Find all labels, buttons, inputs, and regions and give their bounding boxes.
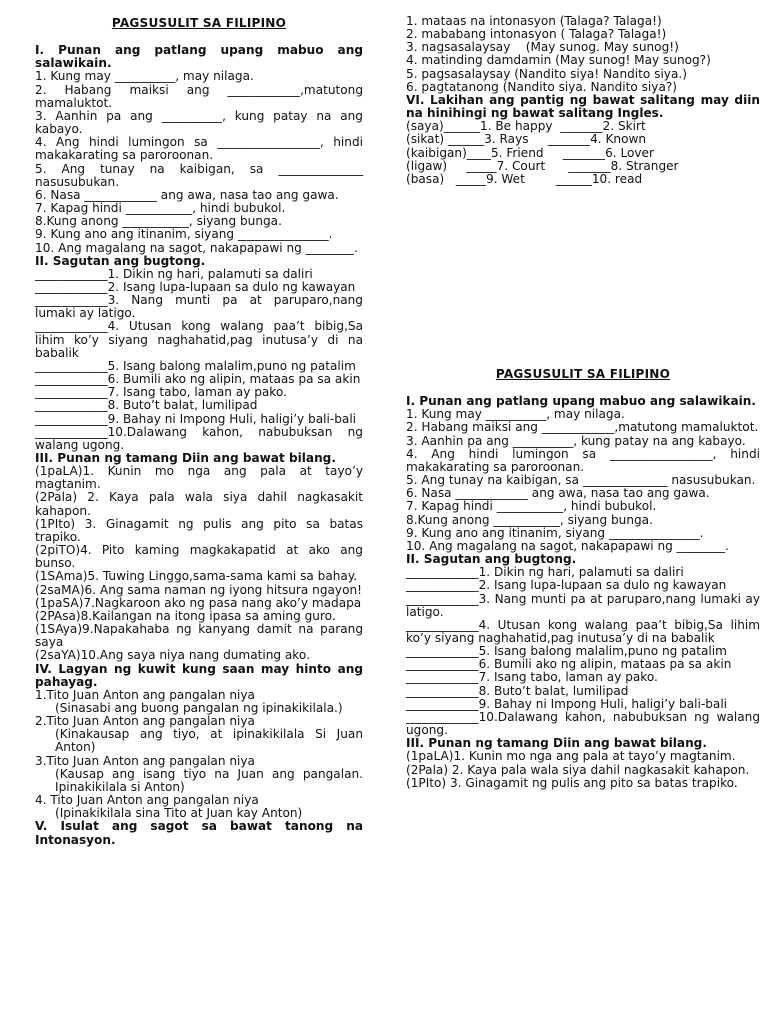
proverb-item: 1. Kung may __________, may nilaga.	[406, 407, 625, 422]
riddle-item: ____________4. Utusan kong walang paa’t bibig,Sa lihim ko’y siyang naghahatid,pag inutusa’y di na babalik	[406, 617, 764, 645]
section-4-heading: IV. Lagyan ng kuwit kung saan may hinto ang pahayag.	[35, 661, 363, 689]
stress-item: (1PIto) 3. Ginagamit ng pulis ang pito sa batas trapiko.	[406, 775, 738, 790]
riddle-item: ____________5. Isang balong malalim,puno ng patalim	[35, 358, 356, 373]
stress-item: (1SAma)5. Tuwing Linggo,sama-sama kami sa bahay.	[35, 569, 358, 584]
proverb-item: 2. Habang maiksi ang ____________,matutong mamaluktot.	[35, 82, 367, 110]
riddle-item: ____________6. Bumili ako ng alipin, mataas pa sa akin	[35, 372, 361, 387]
comma-item-note: (Kinakausap ang tiyo, at ipinakikilala Si Juan Anton)	[55, 727, 367, 755]
riddle-item: ____________8. Buto’t balat, lumilipad	[406, 683, 629, 698]
intonation-item: 3. nagsasalaysay (May sunog. May sunog!)	[406, 40, 679, 55]
riddle-item: ____________4. Utusan kong walang paa’t bibig,Sa lihim ko’y siyang naghahatid,pag inutusa’y di na babalik	[35, 319, 367, 360]
section-2-heading: II. Sagutan ang bugtong.	[35, 253, 206, 268]
proverb-item: 5. Ang tunay na kaibigan, sa ______________ nasusubukan.	[35, 161, 367, 189]
riddle-item: ____________8. Buto’t balat, lumilipad	[35, 398, 258, 413]
comma-item-note: (Kausap ang isang tiyo na Juan ang pangalan. Ipinakikilala si Anton)	[55, 766, 367, 794]
proverb-item: 9. Kung ano ang itinanim, siyang _______________.	[35, 227, 333, 242]
riddle-item: ____________6. Bumili ako ng alipin, mataas pa sa akin	[406, 657, 732, 672]
comma-item-note: (Sinasabi ang buong pangalan ng ipinakikilala.)	[55, 700, 343, 715]
section-3-heading-copy: III. Punan ng tamang Diin ang bawat bilang.	[406, 736, 707, 751]
exam-title-copy: PAGSUSULIT SA FILIPINO	[495, 367, 671, 381]
proverb-item: 3. Aanhin pa ang __________, kung patay na ang kabayo.	[406, 433, 746, 448]
riddle-item: ____________9. Bahay ni Impong Huli, haligi’y bali-bali	[35, 411, 357, 426]
comma-item-note: (Ipinakikilala sina Tito at Juan kay Anton)	[55, 806, 303, 821]
right-column-top	[406, 15, 760, 186]
right-column-bottom	[406, 366, 764, 790]
section-2-heading-copy: II. Sagutan ang bugtong.	[406, 552, 577, 567]
proverb-item: 7. Kapag hindi ___________, hindi bubukol.	[406, 499, 657, 514]
riddle-item: ____________3. Nang munti pa at paruparo,nang lumaki ay latigo.	[35, 293, 367, 321]
comma-item: 4. Tito Juan Anton ang pangalan niya	[35, 793, 259, 808]
syllable-line: (kaibigan)____5. Friend _______6. Lover	[406, 145, 654, 160]
proverb-item: 4. Ang hindi lumingon sa _________________, hindi makakarating sa paroroonan.	[35, 135, 367, 163]
syllable-line: (sikat) ______3. Rays _______4. Known	[406, 132, 647, 147]
proverb-item: 6. Nasa ____________ ang awa, nasa tao ang gawa.	[406, 486, 710, 501]
syllable-line: (ligaw) _____7. Court _______8. Stranger	[406, 158, 679, 173]
proverb-item: 4. Ang hindi lumingon sa _________________, hindi makakarating sa paroroonan.	[406, 446, 764, 474]
stress-item: (1PIto) 3. Ginagamit ng pulis ang pito sa batas trapiko.	[35, 516, 367, 544]
riddle-item: ____________2. Isang lupa-lupaan sa dulo ng kawayan	[406, 578, 727, 593]
riddle-item: ____________3. Nang munti pa at paruparo,nang lumaki ay latigo.	[406, 591, 764, 619]
comma-item: 1.Tito Juan Anton ang pangalan niya	[35, 687, 255, 702]
proverb-item: 8.Kung anong ___________, siyang bunga.	[406, 512, 653, 527]
proverb-item: 6. Nasa ____________ ang awa, nasa tao ang gawa.	[35, 187, 339, 202]
proverb-item: 2. Habang maiksi ang ____________,matutong mamaluktot.	[406, 420, 759, 435]
intonation-item: 6. pagtatanong (Nandito siya. Nandito siya?)	[406, 79, 677, 94]
riddle-item: ____________9. Bahay ni Impong Huli, haligi’y bali-bali	[406, 696, 728, 711]
section-5-heading: V. Isulat ang sagot sa bawat tanong na Intonasyon.	[35, 819, 363, 847]
intonation-item: 4. matinding damdamin (May sunog! May sunog?)	[406, 53, 711, 68]
left-column	[35, 15, 367, 847]
intonation-item: 5. pagsasalaysay (Nandito siya! Nandito siya.)	[406, 66, 687, 81]
stress-item: (2saMA)6. Ang sama naman ng iyong hitsura ngayon!	[35, 582, 362, 597]
section-3-heading: III. Punan ng tamang Diin ang bawat bilang.	[35, 451, 336, 465]
riddle-item: ____________7. Isang tabo, laman ay pako.	[35, 385, 287, 400]
riddle-item: ____________1. Dikin ng hari, palamuti sa daliri	[406, 565, 684, 580]
proverb-item: 10. Ang magalang na sagot, nakapapawi ng ________.	[35, 240, 358, 255]
proverb-item: 9. Kung ano ang itinanim, siyang _______________.	[406, 525, 704, 540]
stress-item: (2Pala) 2. Kaya pala wala siya dahil nagkasakit kahapon.	[406, 762, 750, 777]
proverb-item: 8.Kung anong ___________, siyang bunga.	[35, 214, 282, 229]
proverb-item: 5. Ang tunay na kaibigan, sa ______________ nasusubukan.	[406, 473, 756, 488]
stress-item: (1paLA)1. Kunin mo nga ang pala at tayo’y magtanim.	[35, 464, 367, 492]
stress-item: (2PAsa)8.Kailangan na itong ipasa sa aming guro.	[35, 608, 336, 623]
syllable-line: (saya)______1. Be happy _______2. Skirt	[406, 119, 646, 134]
proverb-item: 10. Ang magalang na sagot, nakapapawi ng ________.	[406, 538, 729, 553]
stress-item: (1SAya)9.Napakahaba ng kanyang damit na parang saya	[35, 622, 367, 650]
stress-item: (2saYA)10.Ang saya niya nang dumating ako.	[35, 648, 310, 663]
exam-title: PAGSUSULIT SA FILIPINO	[111, 16, 287, 30]
syllable-line: (basa) _____9. Wet ______10. read	[406, 171, 643, 186]
stress-item: (2Pala) 2. Kaya pala wala siya dahil nagkasakit kahapon.	[35, 490, 367, 518]
intonation-item: 2. mababang intonasyon ( Talaga? Talaga!)	[406, 27, 667, 42]
section-6-heading: VI. Lakihan ang pantig ng bawat salitang may diin na hinihingi ng bawat salitang Ingles.	[406, 92, 760, 121]
section-1-heading: I. Punan ang patlang upang mabuo ang salawikain.	[35, 43, 363, 71]
riddle-item: ____________1. Dikin ng hari, palamuti sa daliri	[35, 266, 313, 281]
proverb-item: 7. Kapag hindi ___________, hindi bubukol.	[35, 201, 286, 216]
proverb-item: 1. Kung may __________, may nilaga.	[35, 69, 254, 84]
comma-item: 2.Tito Juan Anton ang pangalan niya	[35, 714, 255, 729]
comma-item: 3.Tito Juan Anton ang pangalan niya	[35, 753, 255, 768]
proverb-item: 3. Aanhin pa ang __________, kung patay na ang kabayo.	[35, 108, 367, 137]
stress-item: (1paSA)7.Nagkaroon ako ng pasa nang ako’y madapa	[35, 595, 362, 610]
section-1-heading-copy: I. Punan ang patlang upang mabuo ang salawikain.	[406, 394, 757, 409]
riddle-item: ____________10.Dalawang kahon, nabubuksan ng walang ugong.	[406, 709, 764, 738]
stress-item: (1paLA)1. Kunin mo nga ang pala at tayo’y magtanim.	[406, 749, 736, 764]
riddle-item: ____________7. Isang tabo, laman ay pako.	[406, 670, 658, 685]
riddle-item: ____________5. Isang balong malalim,puno ng patalim	[406, 644, 727, 659]
stress-item: (2piTO)4. Pito kaming magkakapatid at ako ang bunso.	[35, 543, 367, 571]
riddle-item: ____________10.Dalawang kahon, nabubuksan ng walang ugong.	[35, 424, 367, 452]
intonation-item: 1. mataas na intonasyon (Talaga? Talaga!)	[406, 14, 662, 28]
riddle-item: ____________2. Isang lupa-lupaan sa dulo ng kawayan	[35, 279, 356, 294]
